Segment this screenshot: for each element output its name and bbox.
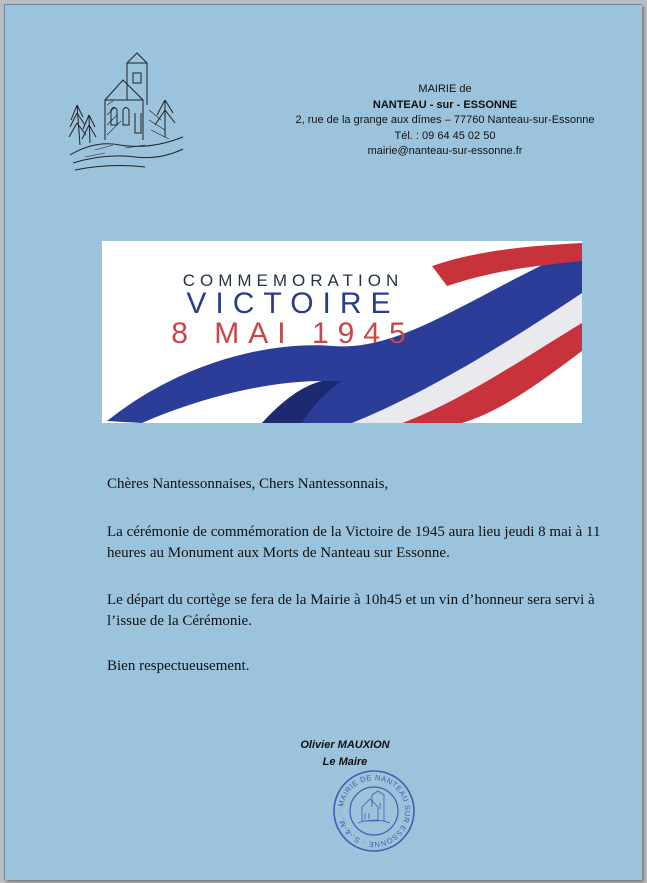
town-logo [65, 45, 185, 185]
letter-greeting: Chères Nantessonnaises, Chers Nantessonnais, [107, 476, 389, 492]
svg-text:MAIRIE DE NANTEAU SUR ESSONNE: MAIRIE DE NANTEAU SUR ESSONNE · S.-&-M. · [335, 772, 413, 850]
signer-name: Olivier MAUXION [300, 739, 390, 751]
header-email: mairie@nanteau-sur-essonne.fr [367, 145, 523, 157]
banner-title-commemoration: COMMEMORATION [182, 271, 404, 290]
header-address: 2, rue de la grange aux dîmes – 77760 Nanteau-sur-Essonne [295, 114, 595, 126]
letter-closing: Bien respectueusement. [107, 658, 250, 674]
header-phone: Tél. : 09 64 45 02 50 [394, 129, 496, 142]
mairie-stamp [332, 769, 416, 853]
banner-title-victoire: VICTOIRE [186, 287, 400, 320]
letter-page [4, 4, 642, 880]
signature-block [275, 737, 415, 771]
commemoration-banner [102, 241, 582, 423]
header-line1: MAIRIE de [418, 83, 472, 95]
signer-title: Le Maire [322, 756, 368, 768]
mairie-header [295, 82, 595, 160]
letter-paragraph-cortege: Le départ du cortège se fera de la Mairie à 10h45 et un vin d’honneur sera servi à l’issue de la Cérémonie. [107, 592, 595, 629]
letter-paragraph-ceremony: La cérémonie de commémoration de la Victoire de 1945 aura lieu jeudi 8 mai à 11 heures au Monument aux Morts de Nanteau sur Essonne. [107, 524, 601, 561]
header-town-name: NANTEAU - sur - ESSONNE [372, 98, 518, 111]
banner-date: 8 MAI 1945 [171, 317, 415, 350]
